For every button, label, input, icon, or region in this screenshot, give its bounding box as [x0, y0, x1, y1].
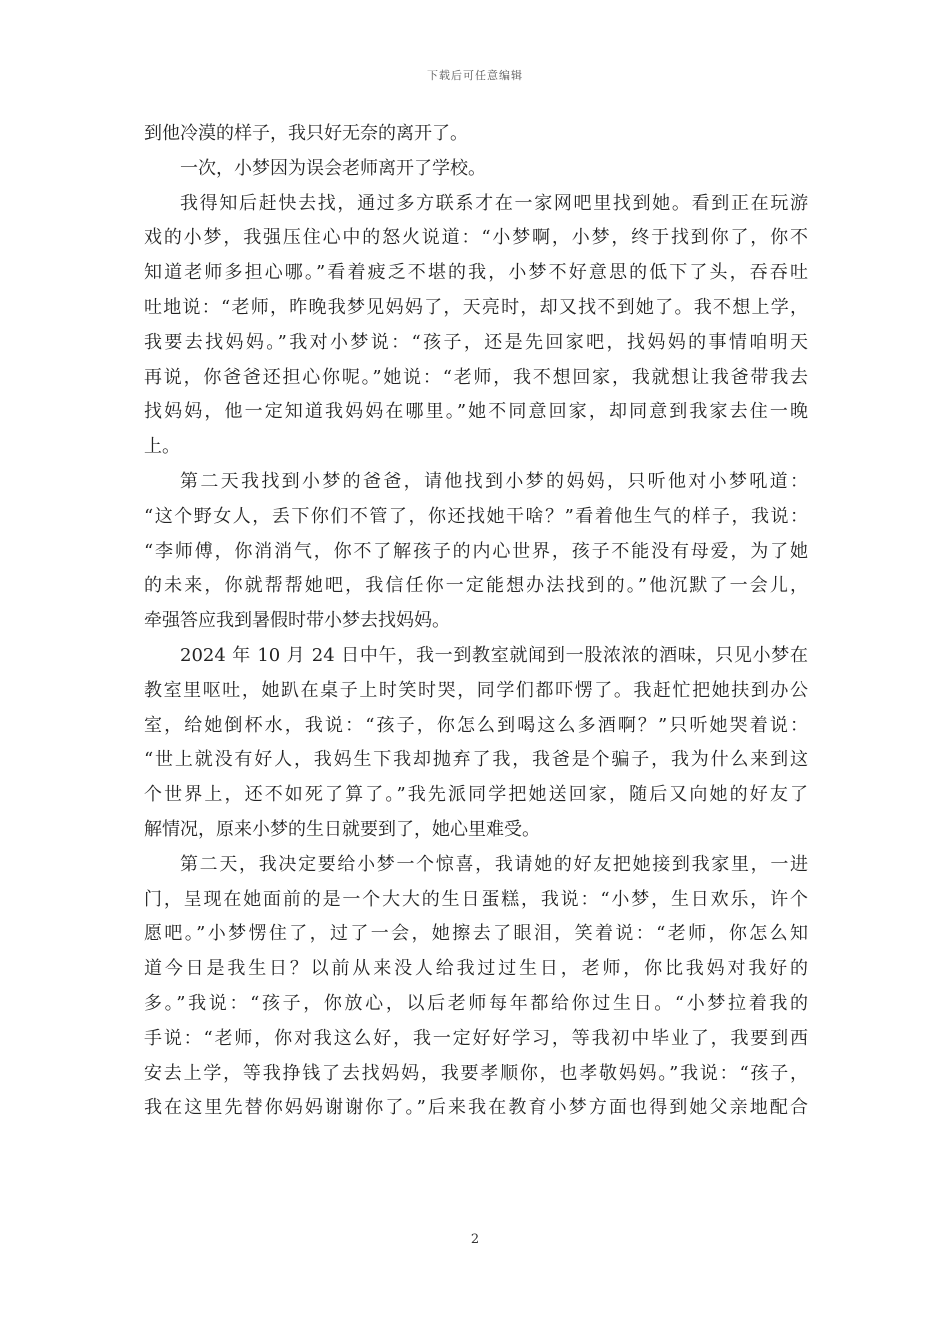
- text-line: 我在这里先替你妈妈谢谢你了。”后来我在教育小梦方面也得到她父亲地配合: [144, 1097, 808, 1119]
- body-text: [144, 117, 808, 1126]
- page-number: 2: [470, 1232, 480, 1247]
- text-line: 多。”我说：“孩子，你放心，以后老师每年都给你过生日。“小梦拉着我的: [144, 992, 808, 1014]
- text-line: 牵强答应我到暑假时带小梦去找妈妈。: [144, 610, 450, 632]
- text-line: 教室里呕吐，她趴在桌子上时笑时哭，同学们都吓愣了。我赶忙把她扶到办公: [144, 679, 808, 701]
- text-line: 知道老师多担心哪。”看着疲乏不堪的我，小梦不好意思的低下了头，吞吞吐: [144, 262, 808, 284]
- text-line: 一次，小梦因为误会老师离开了学校。: [180, 157, 486, 179]
- text-line: 到他冷漠的样子，我只好无奈的离开了。: [144, 123, 468, 144]
- text-line: “李师傅，你消消气，你不了解孩子的内心世界，孩子不能没有母爱，为了她: [144, 540, 808, 562]
- text-line: 2024 年 10 月 24 日中午，我一到教室就闻到一股浓浓的酒味，只见小梦在: [180, 644, 808, 666]
- text-line: 的未来，你就帮帮她吧，我信任你一定能想办法找到的。”他沉默了一会儿，: [144, 575, 808, 597]
- text-line: 找妈妈，他一定知道我妈妈在哪里。”她不同意回家，却同意到我家去住一晚: [144, 401, 808, 423]
- text-line: 解情况，原来小梦的生日就要到了，她心里难受。: [144, 818, 540, 840]
- text-line: 再说，你爸爸还担心你呢。”她说：“老师，我不想回家，我就想让我爸带我去: [144, 366, 808, 388]
- text-line: “世上就没有好人，我妈生下我却抛弃了我，我爸是个骗子，我为什么来到这: [144, 749, 808, 771]
- text-line: 上。: [144, 436, 180, 458]
- text-line: 室，给她倒杯水，我说：“孩子，你怎么到喝这么多酒啊？”只听她哭着说：: [144, 714, 808, 736]
- text-line: 安去上学，等我挣钱了去找妈妈，我要孝顺你，也孝敬妈妈。”我说：“孩子，: [144, 1062, 808, 1084]
- text-line: 第二天我找到小梦的爸爸，请他找到小梦的妈妈，只听他对小梦吼道：: [180, 470, 808, 492]
- text-line: 第二天，我决定要给小梦一个惊喜，我请她的好友把她接到我家里，一进: [180, 853, 808, 875]
- text-line: 个世界上，还不如死了算了。”我先派同学把她送回家，随后又向她的好友了: [144, 784, 808, 806]
- text-line: “这个野女人，丢下你们不管了，你还找她干啥？”看着他生气的样子，我说：: [144, 505, 808, 527]
- text-line: 门，呈现在她面前的是一个大大的生日蛋糕，我说：“小梦，生日欢乐，许个: [144, 888, 808, 910]
- text-line: 戏的小梦，我强压住心中的怒火说道：“小梦啊，小梦，终于找到你了，你不: [144, 227, 808, 249]
- text-line: 愿吧。”小梦愣住了，过了一会，她擦去了眼泪，笑着说：“老师，你怎么知: [144, 923, 808, 945]
- text-line: 道今日是我生日？以前从来没人给我过过生日，老师，你比我妈对我好的: [144, 958, 808, 980]
- page-header: 下载后可任意编辑: [427, 69, 523, 82]
- text-line: 手说：“老师，你对我这么好，我一定好好学习，等我初中毕业了，我要到西: [144, 1027, 808, 1049]
- text-line: 吐地说：“老师，昨晚我梦见妈妈了，天亮时，却又找不到她了。我不想上学，: [144, 296, 808, 318]
- text-line: 我得知后赶快去找，通过多方联系才在一家网吧里找到她。看到正在玩游: [180, 192, 808, 214]
- text-line: 我要去找妈妈。”我对小梦说：“孩子，还是先回家吧，找妈妈的事情咱明天: [144, 331, 808, 353]
